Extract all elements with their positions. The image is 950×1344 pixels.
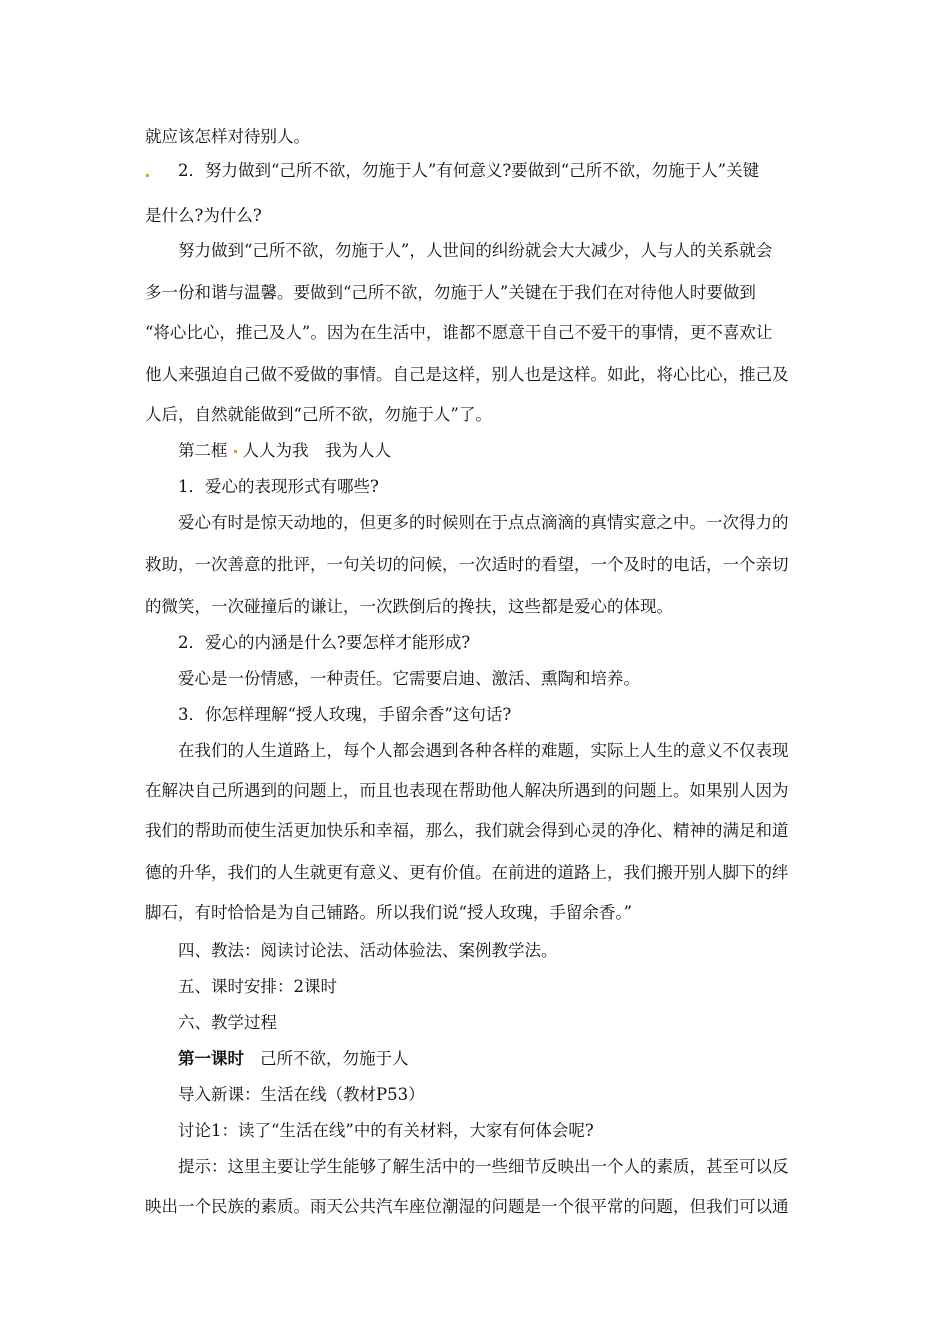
text-line: 在我们的人生道路上，每个人都会遇到各种各样的难题，实际上人生的意义不仅表现 bbox=[178, 741, 789, 760]
text-line: 六、教学过程 bbox=[178, 1013, 277, 1032]
lesson-title: 己所不欲，勿施于人 bbox=[260, 1049, 409, 1068]
text-line: 3．你怎样理解“授人玫瑰，手留余香”这句话? bbox=[178, 705, 512, 724]
text-line: 爱心是一份情感，一种责任。它需要启迪、激活、熏陶和培养。 bbox=[178, 669, 640, 688]
text-line: 四、教法：阅读讨论法、活动体验法、案例教学法。 bbox=[178, 941, 558, 960]
lesson-heading bbox=[178, 1048, 950, 1070]
text-line: 2．努力做到“己所不欲，勿施于人”有何意义?要做到“己所不欲，勿施于人”关键 bbox=[178, 161, 760, 180]
text-line: 就应该怎样对待别人。 bbox=[145, 127, 310, 146]
text-line: 德的升华，我们的人生就更有意义、更有价值。在前进的道路上，我们搬开别人脚下的绊 bbox=[145, 863, 789, 882]
text-line: “将心比心，推己及人”。因为在生活中，谁都不愿意干自己不爱干的事情，更不喜欢让 bbox=[145, 323, 773, 342]
text-line: 人后，自然就能做到“己所不欲，勿施于人”了。 bbox=[145, 405, 492, 424]
text-line: 努力做到“己所不欲，勿施于人”，人世间的纠纷就会大大减少，人与人的关系就会 bbox=[178, 241, 773, 260]
text-line: 脚石，有时恰恰是为自己铺路。所以我们说“授人玫瑰，手留余香。” bbox=[145, 903, 633, 922]
marker-dot bbox=[234, 450, 237, 453]
lesson-label: 第一课时 bbox=[178, 1049, 244, 1068]
text-line: 1．爱心的表现形式有哪些? bbox=[178, 477, 379, 496]
text-line: 爱心有时是惊天动地的，但更多的时候则在于点点滴滴的真情实意之中。一次得力的 bbox=[178, 513, 789, 532]
heading-part-b: 人人为我 我为人人 bbox=[242, 441, 391, 460]
text-line: 讨论1：读了“生活在线”中的有关材料，大家有何体会呢? bbox=[178, 1121, 594, 1140]
heading-part-a: 第二框 bbox=[178, 441, 228, 460]
text-line: 2．爱心的内涵是什么?要怎样才能形成? bbox=[178, 633, 471, 652]
text-line: 五、课时安排：2课时 bbox=[178, 977, 337, 996]
section-heading bbox=[178, 440, 950, 462]
text-line: 导入新课：生活在线（教材P53） bbox=[178, 1085, 425, 1104]
text-line: 在解决自己所遇到的问题上，而且也表现在帮助他人解决所遇到的问题上。如果别人因为 bbox=[145, 781, 789, 800]
text-line: 的微笑，一次碰撞后的谦让，一次跌倒后的搀扶，这些都是爱心的体现。 bbox=[145, 597, 673, 616]
text-line: 多一份和谐与温馨。要做到“己所不欲，勿施于人”关键在于我们在对待他人时要做到 bbox=[145, 283, 756, 302]
text-line: 他人来强迫自己做不爱做的事情。自己是这样，别人也是这样。如此，将心比心，推己及 bbox=[145, 365, 789, 384]
text-line: 是什么?为什么? bbox=[145, 206, 262, 225]
text-line: 救助，一次善意的批评，一句关切的问候，一次适时的看望，一个及时的电话，一个亲切 bbox=[145, 555, 789, 574]
text-line: 提示：这里主要让学生能够了解生活中的一些细节反映出一个人的素质，甚至可以反 bbox=[178, 1157, 789, 1176]
marker-dot bbox=[146, 174, 149, 177]
text-line: 我们的帮助而使生活更加快乐和幸福，那么，我们就会得到心灵的净化、精神的满足和道 bbox=[145, 821, 789, 840]
text-line: 映出一个民族的素质。雨天公共汽车座位潮湿的问题是一个很平常的问题，但我们可以通 bbox=[145, 1197, 789, 1216]
